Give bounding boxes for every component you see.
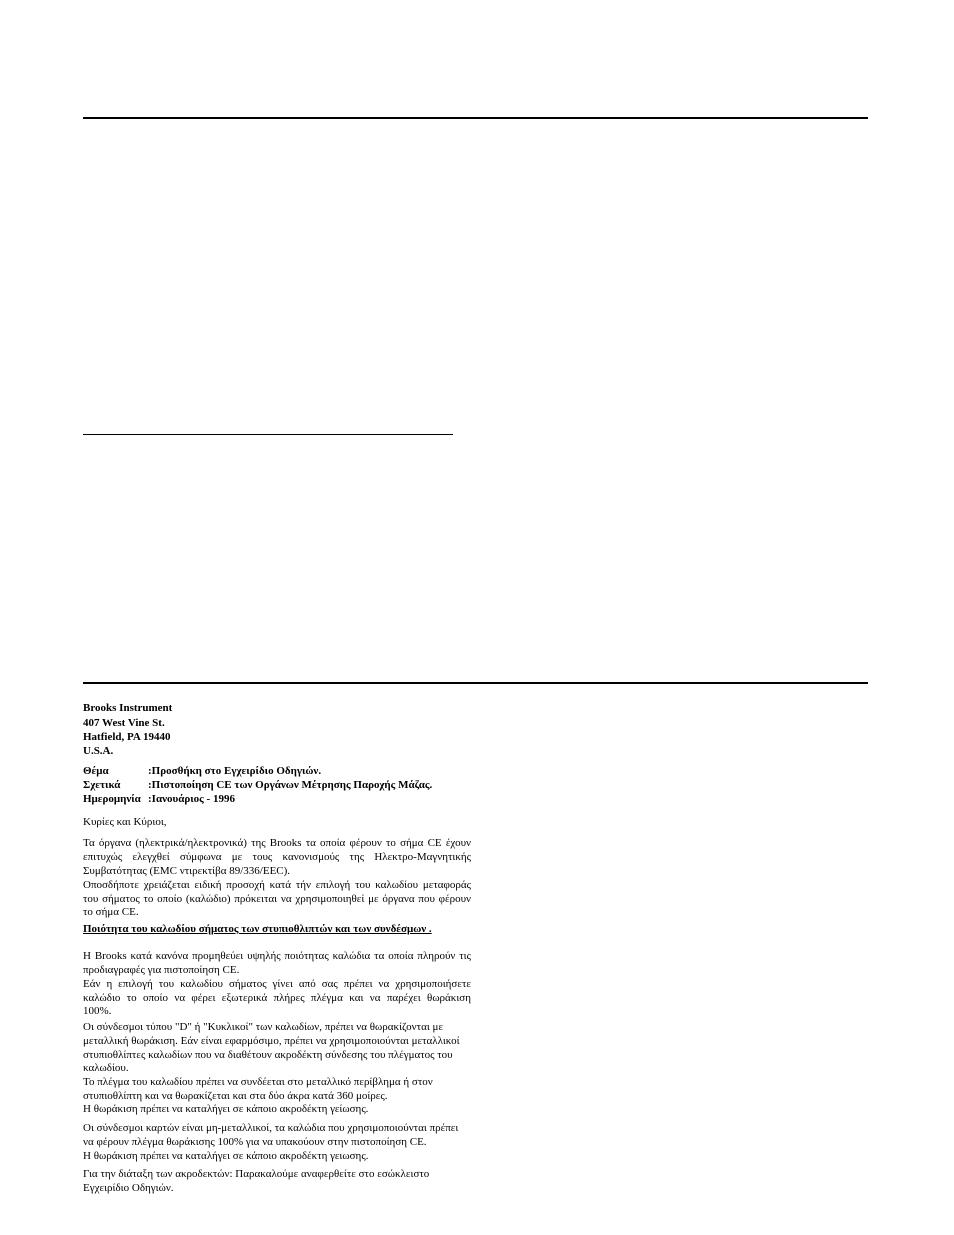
para4-line: Εγχειρίδιο Οδηγιών.	[83, 1182, 174, 1194]
para2-line: στυπιοθλίπτες καλωδίων που να διαθέτουν ακροδέκτη σύνδεσης του πλέγματος του	[83, 1049, 453, 1061]
para1-line: προδιαγραφές για πιστοποίηση CE.	[83, 964, 240, 976]
subject-topic-row	[83, 765, 321, 778]
para3-line: Η θωράκιση πρέπει να καταλήγει σε κάποιο ακροδέκτη γειωσης.	[83, 1150, 369, 1162]
para2-line: καλωδίου.	[83, 1062, 129, 1074]
intro-line: Συμβατότητας (EMC ντιρεκτίβα 89/336/EEC).	[83, 865, 291, 877]
subject-topic-value: :Προσθήκη στο Εγχειρίδιο Οδηγιών.	[148, 765, 322, 777]
address-country: U.S.A.	[83, 745, 114, 757]
intro-line: το σήμα CE.	[83, 906, 139, 918]
para1-line: καλώδιο το οποίο να φέρει εξωτερικά πλήρες πλέγμα και να παρέχει θωράκιση	[83, 992, 471, 1004]
para3-line: Οι σύνδεσμοι καρτών είναι μη-μεταλλικοί, τα καλώδια που χρησιμοποιούνται πρέπει	[83, 1122, 459, 1134]
letter-top-rule	[83, 682, 868, 684]
intro-line: επιτυχώς ελεγχθεί σύμφωνα με τους κανονισμούς της Ηλεκτρο-Μαγνητικής	[83, 851, 471, 863]
intro-line: Τα όργανα (ηλεκτρικά/ηλεκτρονικά) της Brooks τα οποία φέρουν το σήμα CE έχουν	[83, 837, 471, 849]
address-company: Brooks Instrument	[83, 702, 173, 714]
subject-date-label: Ημερομηνία	[83, 793, 141, 805]
address-street: 407 West Vine St.	[83, 717, 165, 729]
subject-date-row	[83, 793, 235, 806]
subject-regarding-row	[83, 779, 432, 792]
middle-horizontal-rule	[83, 434, 453, 435]
top-horizontal-rule	[83, 117, 868, 119]
address-city: Hatfield, PA 19440	[83, 731, 171, 743]
para2-line: Οι σύνδεσμοι τύπου "D" ή "Κυκλικοί" των καλωδίων, πρέπει να θωρακίζονται με	[83, 1021, 444, 1033]
intro-line: του σήματος το οποίο (καλώδιο) πρόκειται να χρησιμοποιηθεί με όργανα που φέρουν	[83, 893, 471, 905]
subject-topic-label: Θέμα	[83, 765, 109, 777]
para2-line: Το πλέγμα του καλωδίου πρέπει να συνδέεται στο μεταλλικό περίβλημα ή στον	[83, 1076, 433, 1088]
subject-regarding-label: Σχετικά	[83, 779, 121, 791]
section-heading: Ποιότητα του καλωδίου σήματος των στυπιοθλιπτών και των συνδέσμων .	[83, 923, 432, 935]
intro-line: Οποσδήποτε χρειάζεται ειδική προσοχή κατά τήν επιλογή του καλωδίου μεταφοράς	[83, 879, 471, 891]
para2-line: στυπιοθλίπτη και να θωρακίζεται και στα δύο άκρα κατά 360 μοίρες.	[83, 1090, 388, 1102]
subject-date-value: :Ιανουάριος - 1996	[148, 793, 235, 805]
para1-line: Εάν η επιλογή του καλωδίου σήματος γίνει από σας πρέπει να χρησιμοποιήσετε	[83, 978, 471, 990]
para4-line: Για την διάταξη των ακροδεκτών: Παρακαλούμε αναφερθείτε στο εσώκλειστο	[83, 1168, 430, 1180]
para2-line: Η θωράκιση πρέπει να καταλήγει σε κάποιο ακροδέκτη γείωσης.	[83, 1103, 369, 1115]
para3-line: να φέρουν πλέγμα θωράκισης 100% για να υπακούουν στην πιστοποίηση CE.	[83, 1136, 427, 1148]
para1-line: Η Brooks κατά κανόνα προμηθεύει υψηλής ποιότητας καλώδια τα οποία πληρούν τις	[83, 950, 471, 962]
para2-line: μεταλλική θωράκιση. Εάν είναι εφαρμόσιμο, πρέπει να χρησιμοποιούνται μεταλλικοί	[83, 1035, 460, 1047]
subject-regarding-value: :Πιστοποίηση CE των Οργάνων Μέτρησης Παροχής Μάζας.	[148, 779, 433, 791]
salutation: Κυρίες και Κύριοι,	[83, 816, 167, 828]
para1-line: 100%.	[83, 1005, 112, 1017]
